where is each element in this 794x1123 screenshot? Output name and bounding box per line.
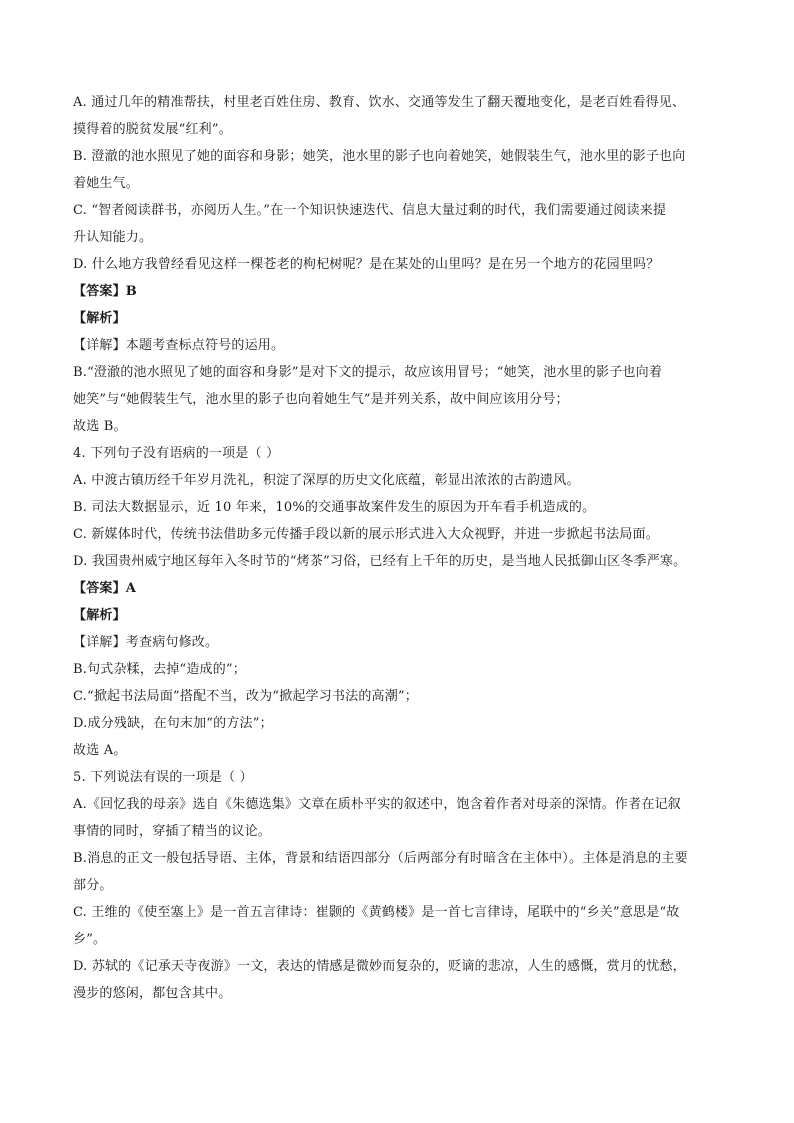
q3-explain-line2: 她笑”与“她假装生气，池水里的影子也向着她生气”是并列关系，故中间应该用分号； — [73, 392, 569, 407]
q4-conclusion: 故选 A。 — [73, 743, 127, 758]
q3-option-c-line1: C. “智者阅读群书，亦阅历人生。”在一个知识快速迭代、信息大量过剩的时代，我们需要通过阅读来提 — [73, 203, 667, 218]
q5-option-b-line2: 部分。 — [73, 878, 113, 893]
q4-explain-c: C.“掀起书法局面”搭配不当，改为“掀起学习书法的高潮”； — [73, 689, 418, 704]
q5-option-c-line1: C. 王维的《使至塞上》是一首五言律诗：崔颢的《黄鹤楼》是一首七言律诗，尾联中的“乡关”意思是“故 — [73, 905, 680, 920]
q4-analysis-heading: 【解析】 — [73, 608, 126, 623]
q5-option-a-line1: A.《回忆我的母亲》选自《朱德选集》文章在质朴平实的叙述中，饱含着作者对母亲的深情。作者在记叙 — [73, 797, 681, 812]
q3-conclusion: 故选 B。 — [73, 419, 127, 434]
q3-option-b-line1: B. 澄澈的池水照见了她的面容和身影；她笑，池水里的影子也向着她笑，她假装生气，池水里的影子也向 — [73, 149, 686, 164]
q5-option-c-line2: 乡”。 — [73, 932, 107, 947]
q5-option-b-line1: B.消息的正文一般包括导语、主体，背景和结语四部分（后两部分有时暗含在主体中）。主体是消息的主要 — [73, 851, 688, 866]
q3-analysis-heading: 【解析】 — [73, 311, 126, 326]
q5-option-d-line1: D. 苏轼的《记承天寺夜游》一文，表达的情感是微妙而复杂的，贬谪的悲凉，人生的感慨，赏月的忧愁， — [73, 959, 686, 974]
q5-option-a-line2: 事情的同时，穿插了精当的议论。 — [73, 824, 272, 839]
q3-detail: 【详解】本题考查标点符号的运用。 — [73, 338, 285, 353]
q5-stem: 5. 下列说法有误的一项是（ ） — [73, 770, 253, 785]
q4-detail: 【详解】考查病句修改。 — [73, 635, 219, 650]
q4-explain-b: B.句式杂糅，去掉“造成的”； — [73, 662, 246, 677]
q4-option-a: A. 中渡古镇历经千年岁月洗礼，积淀了深厚的历史文化底蕴，彰显出浓浓的古韵遗风。 — [73, 473, 580, 488]
q3-option-a-line1: A. 通过几年的精准帮扶，村里老百姓住房、教育、饮水、交通等发生了翻天覆地变化，是老百姓看得见、 — [73, 95, 686, 110]
q3-explain-line1: B.“澄澈的池水照见了她的面容和身影”是对下文的提示，故应该用冒号；“她笑，池水里的影子也向着 — [73, 365, 663, 380]
q4-explain-d: D.成分残缺，在句末加“的方法”； — [73, 716, 273, 731]
q3-option-c-line2: 升认知能力。 — [73, 230, 153, 245]
q4-stem: 4. 下列句子没有语病的一项是（ ） — [73, 446, 280, 461]
q4-option-d: D. 我国贵州威宁地区每年入冬时节的“烤茶”习俗，已经有上千年的历史，是当地人民抵御山区冬季严寒。 — [73, 554, 687, 569]
q4-option-c: C. 新媒体时代，传统书法借助多元传播手段以新的展示形式进入大众视野，并进一步掀起书法局面。 — [73, 527, 659, 542]
q5-option-d-line2: 漫步的悠闲，都包含其中。 — [73, 986, 232, 1001]
q3-option-a-line2: 摸得着的脱贫发展“红利”。 — [73, 122, 232, 137]
q3-option-d: D. 什么地方我曾经看见这样一棵苍老的枸杞树呢？是在某处的山里吗？是在另一个地方的花园里吗？ — [73, 257, 660, 272]
q4-answer: 【答案】A — [73, 581, 137, 596]
q3-answer: 【答案】B — [73, 284, 137, 299]
q4-option-b: B. 司法大数据显示，近 10 年来，10%的交通事故案件发生的原因为开车看手机造成的。 — [73, 500, 596, 515]
q3-option-b-line2: 着她生气。 — [73, 176, 140, 191]
